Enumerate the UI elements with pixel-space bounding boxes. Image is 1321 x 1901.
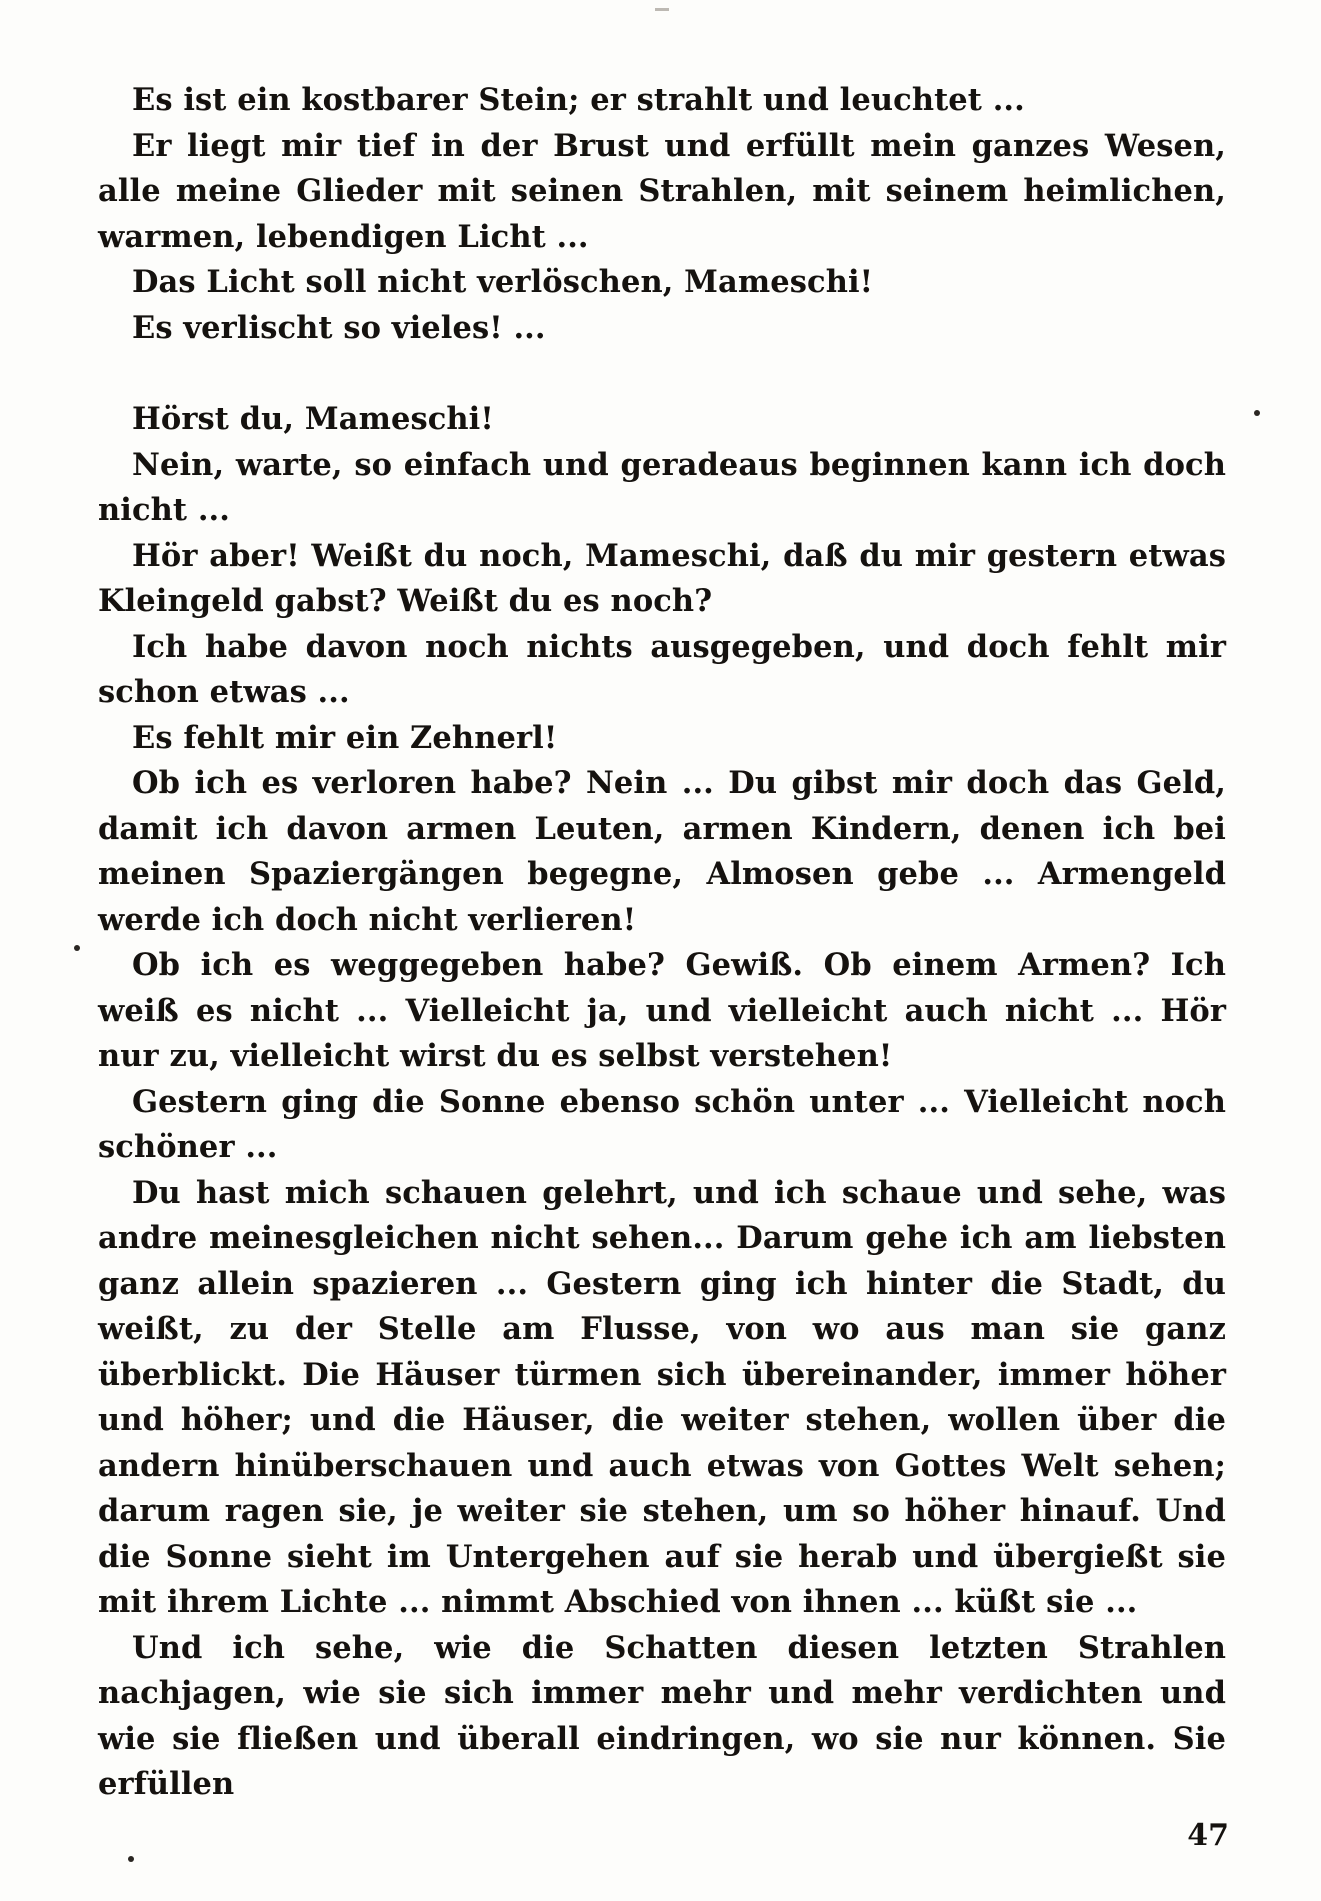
paragraph: Es ist ein kostbarer Stein; er strahlt und leuchtet ... xyxy=(132,82,1025,118)
paragraph: Du hast mich schauen gelehrt, und ich schaue und sehe, was andre meinesgleichen nicht sehen... Darum gehe ich am liebsten ganz allein spazieren ... Gestern ging ich hinter die Stadt, du weißt, zu der Stelle am Flusse, von wo aus man sie ganz überblickt. Die Häuser türmen sich übereinander, immer höher und höher; und die Häuser, die weiter stehen, wollen über die andern hinüberschauen und auch etwas von Gottes Welt sehen; darum ragen sie, je weiter sie stehen, um so höher hinauf. Und die Sonne sieht im Untergehen auf sie herab und übergießt sie mit ihrem Lichte ... nimmt Abschied von ihnen ... küßt sie ... xyxy=(98,1174,1226,1620)
page-number: 47 xyxy=(1187,1818,1229,1853)
paragraph: Hör aber! Weißt du noch, Mameschi, daß du mir gestern etwas Kleingeld gabst? Weißt du es noch? xyxy=(98,537,1226,619)
paragraph: Das Licht soll nicht verlöschen, Mameschi! xyxy=(132,264,874,300)
body-text xyxy=(98,78,1226,1808)
paragraph: Gestern ging die Sonne ebenso schön unter ... Vielleicht noch schöner ... xyxy=(98,1083,1226,1165)
page-speck-right xyxy=(1254,410,1260,416)
page-speck-left-lower xyxy=(128,1856,134,1862)
paragraph: Ob ich es weggegeben habe? Gewiß. Ob einem Armen? Ich weiß es nicht ... Vielleicht ja, und vielleicht auch nicht ... Hör nur zu, vielleicht wirst du es selbst verstehen! xyxy=(98,947,1226,1074)
paragraph: Hörst du, Mameschi! xyxy=(132,401,494,437)
paragraph: Ob ich es verloren habe? Nein ... Du gibst mir doch das Geld, damit ich davon armen Leuten, armen Kindern, denen ich bei meinen Spaziergängen begegne, Almosen gebe ... Armengeld werde ich doch nicht verlieren! xyxy=(98,765,1226,938)
page-edge-mark xyxy=(655,8,669,11)
page-speck-left-upper xyxy=(74,945,80,951)
paragraph: Er liegt mir tief in der Brust und erfüllt mein ganzes Wesen, alle meine Glieder mit seinen Strahlen, mit seinem heimlichen, warmen, lebendigen Licht ... xyxy=(98,127,1226,255)
paragraph: Es fehlt mir ein Zehnerl! xyxy=(132,719,558,756)
paragraph-gap xyxy=(98,351,1226,397)
paragraph: Nein, warte, so einfach und geradeaus beginnen kann ich doch nicht ... xyxy=(98,446,1226,528)
paragraph: Es verlischt so vieles! ... xyxy=(132,309,546,346)
paragraph: Und ich sehe, wie die Schatten diesen letzten Strahlen nachjagen, wie sie sich immer mehr und mehr verdichten und wie sie fließen und überall eindringen, wo sie nur können. Sie erfüllen xyxy=(98,1629,1226,1802)
paragraph: Ich habe davon noch nichts ausgegeben, und doch fehlt mir schon etwas ... xyxy=(98,628,1226,710)
